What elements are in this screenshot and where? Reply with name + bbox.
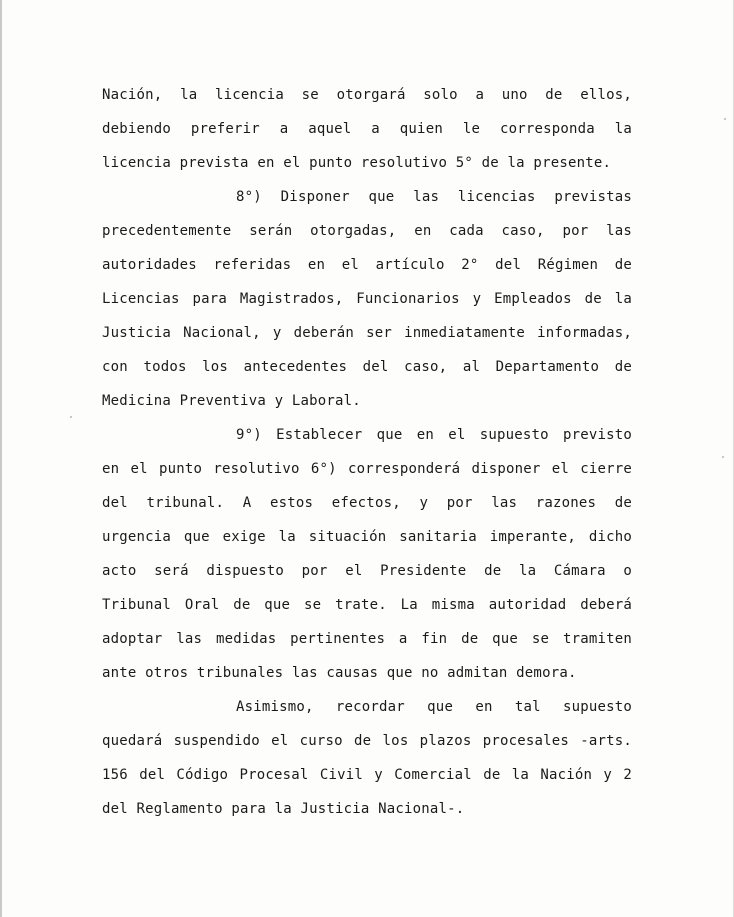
- text-line: con todos los antecedentes del caso, al Departamento de: [102, 359, 632, 375]
- paragraph-asimismo-first-line: Asimismo, recordar que en tal supuesto: [236, 699, 632, 715]
- text-line: urgencia que exige la situación sanitaria imperante, dicho: [102, 529, 632, 545]
- text-line: 156 del Código Procesal Civil y Comercial de la Nación y 2: [102, 767, 632, 783]
- scan-speck: [724, 118, 726, 120]
- text-line: del Reglamento para la Justicia Nacional-.: [102, 801, 465, 817]
- paragraph-8-first-line: 8°) Disponer que las licencias previstas: [236, 189, 632, 205]
- text-line: quedará suspendido el curso de los plazos procesales -arts.: [102, 733, 632, 749]
- text-line: adoptar las medidas pertinentes a fin de que se tramiten: [102, 631, 632, 647]
- text-line: autoridades referidas en el artículo 2° del Régimen de: [102, 257, 632, 273]
- text-line: acto será dispuesto por el Presidente de la Cámara o: [102, 563, 632, 579]
- text-line: Medicina Preventiva y Laboral.: [102, 393, 361, 409]
- page-left-edge: [0, 0, 2, 917]
- scan-speck: [70, 416, 72, 418]
- document-body: [102, 84, 632, 832]
- text-line: licencia prevista en el punto resolutivo 5° de la presente.: [102, 155, 612, 171]
- text-line: Licencias para Magistrados, Funcionarios y Empleados de la: [102, 291, 632, 307]
- text-line: en el punto resolutivo 6°) corresponderá disponer el cierre: [102, 461, 632, 477]
- text-line: Justicia Nacional, y deberán ser inmediatamente informadas,: [102, 325, 632, 341]
- text-line: del tribunal. A estos efectos, y por las razones de: [102, 495, 632, 511]
- paragraph-9-first-line: 9°) Establecer que en el supuesto previsto: [236, 427, 632, 443]
- scan-speck: [722, 456, 724, 458]
- text-line: ante otros tribunales las causas que no admitan demora.: [102, 665, 577, 681]
- text-line: Nación, la licencia se otorgará solo a uno de ellos,: [102, 87, 632, 103]
- text-line: Tribunal Oral de que se trate. La misma autoridad deberá: [102, 597, 632, 613]
- text-line: debiendo preferir a aquel a quien le corresponda la: [102, 121, 632, 137]
- text-line: precedentemente serán otorgadas, en cada caso, por las: [102, 223, 632, 239]
